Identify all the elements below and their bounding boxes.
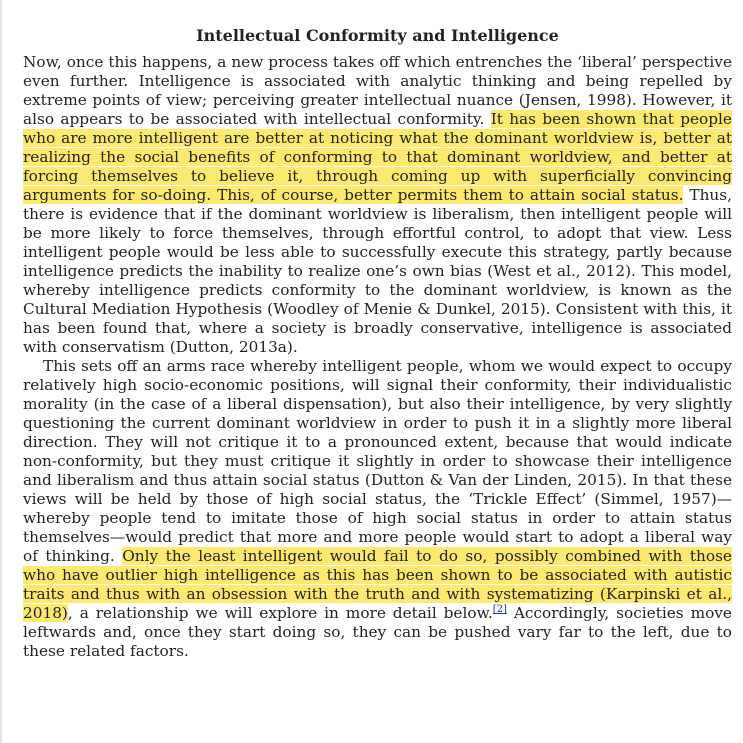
- document-page: [2, 0, 743, 743]
- paragraph-2-text: This sets off an arms race whereby intelligent people, whom we would expect to occupy relatively high socio-economic positions, will signal their conformity, their individualistic morality (in the case of a liberal dispensation), but also their intelligence, by very slightly questioning the current dominant worldview in order to push it in a slightly more liberal direction. They will not critique it to a pronounced extent, because that would indicate non-conformity, but they must critique it slightly in order to showcase their intelligence and liberalism and thus attain social status (Dutton & Van der Linden, 2015). In that these views will be held by those of high social status, the ‘Trickle Effect’ (Simmel, 1957)—whereby people tend to imitate those of high social status in order to attain status themselves—would predict that more and more people would start to adopt a liberal way of thinking.: [23, 357, 732, 565]
- section-title: Intellectual Conformity and Intelligence: [196, 26, 559, 45]
- highlighted-passage-2[interactable]: Only the least intelligent would fail to do so, possibly combined with those who have outlier high intelligence as this has been shown to be associated with autistic traits and thus with an obsession with the truth and with systematizing (Karpinski et al., 2018): [23, 547, 732, 622]
- paragraph-2-text-end: Accordingly, societies move leftwards and, once they start doing so, they can be pushed vary far to the left, due to these related factors.: [23, 604, 732, 660]
- paragraph-2-text-continued: , a relationship we will explore in more detail below.: [67, 604, 493, 622]
- paragraph-1-text: Now, once this happens, a new process takes off which entrenches the ‘liberal’ perspective even further. Intelligence is associated with analytic thinking and being repelled by extreme points of view; perceiving greater intellectual nuance (Jensen, 1998). However, it also appears to be associated with intellectual conformity.: [23, 53, 732, 128]
- paragraph-2: [23, 357, 732, 661]
- paragraph-1: [23, 53, 732, 357]
- paragraph-1-text-continued: Thus, there is evidence that if the dominant worldview is liberalism, then intelligent people will be more likely to force themselves, through effortful control, to adopt that view. Less intelligent people would be less able to successfully execute this strategy, partly because intelligence predicts the inability to realize one’s own bias (West et al., 2012). This model, whereby intelligence predicts conformity to the dominant worldview, is known as the Cultural Mediation Hypothesis (Woodley of Menie & Dunkel, 2015). Consistent with this, it has been found that, where a society is broadly conservative, intelligence is associated with conservatism (Dutton, 2013a).: [23, 186, 732, 356]
- highlighted-passage-1[interactable]: It has been shown that people who are more intelligent are better at noticing what the dominant worldview is, better at realizing the social benefits of conforming to that dominant worldview, and better at forcing themselves to believe it, through coming up with superficially convincing arguments for so-doing. This, of course, better permits them to attain social status.: [23, 110, 732, 204]
- footnote-link[interactable]: [2]: [492, 603, 507, 615]
